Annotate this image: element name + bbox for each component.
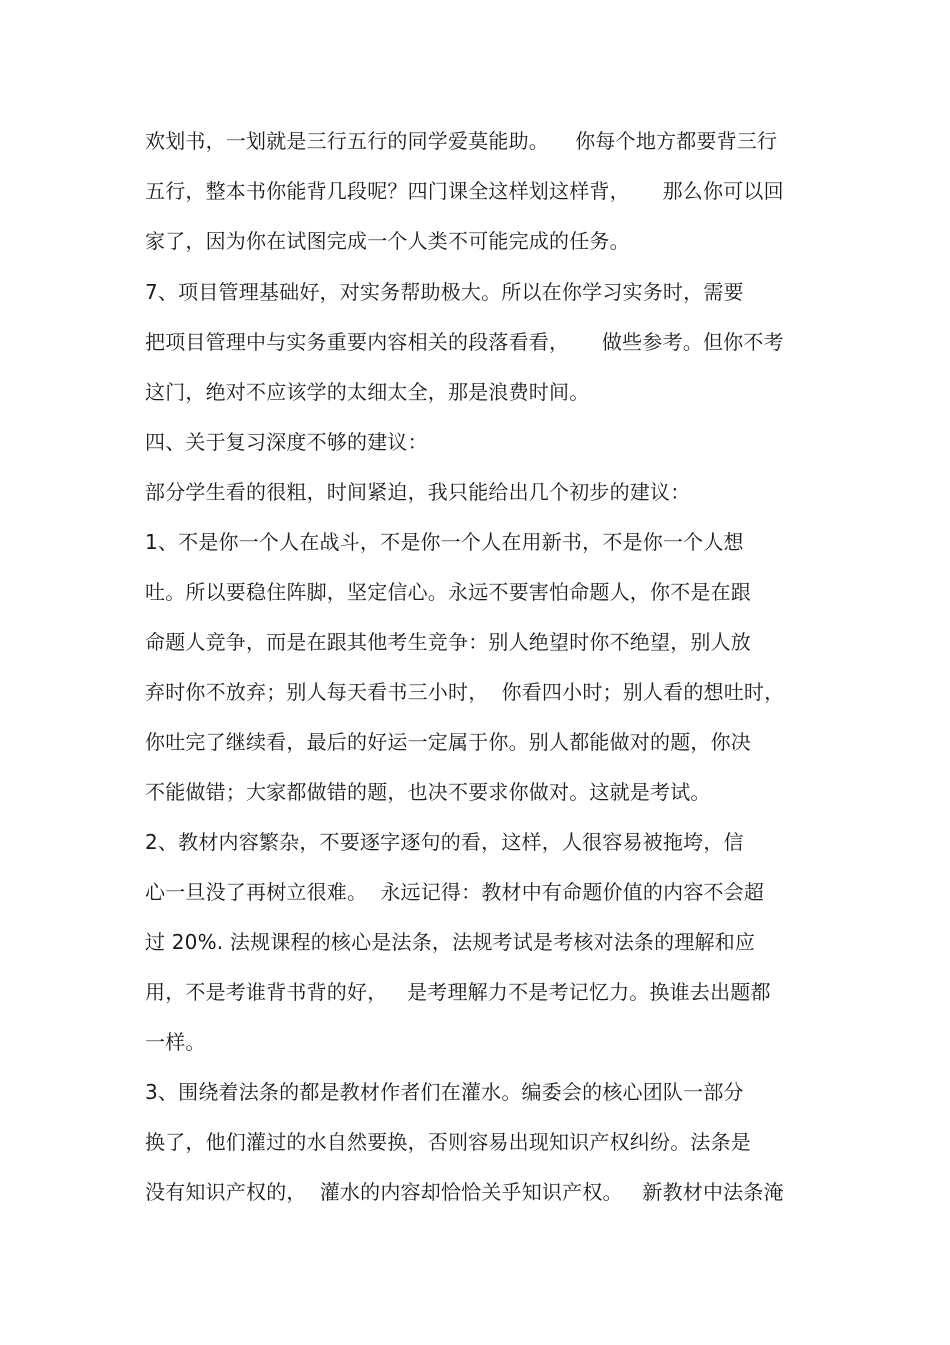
- text-line: 过 20%. 法规课程的核心是法条，法规考试是考核对法条的理解和应: [145, 930, 756, 954]
- text-line: 3、围绕着法条的都是教材作者们在灌水。编委会的核心团队一部分: [145, 1080, 744, 1104]
- text-line: 这门，绝对不应该学的太细太全，那是浪费时间。: [145, 380, 590, 404]
- text-line: 没有知识产权的， 灌水的内容却恰恰关乎知识产权。 新教材中法条淹: [145, 1180, 784, 1204]
- text-line: 欢划书，一划就是三行五行的同学爱莫能助。 你每个地方都要背三行: [145, 129, 778, 153]
- text-line: 部分学生看的很粗，时间紧迫，我只能给出几个初步的建议：: [145, 480, 691, 504]
- text-line: 7、项目管理基础好，对实务帮助极大。所以在你学习实务时，需要: [145, 280, 744, 304]
- section-heading: 四、关于复习深度不够的建议：: [145, 430, 428, 454]
- text-line: 换了，他们灌过的水自然要换，否则容易出现知识产权纠纷。法条是: [145, 1130, 751, 1154]
- text-line: 心一旦没了再树立很难。 永远记得：教材中有命题价值的内容不会超: [145, 880, 765, 904]
- text-line: 弃时你不放弃；别人每天看书三小时， 你看四小时；别人看的想吐时，: [145, 680, 785, 704]
- text-line: 命题人竞争，而是在跟其他考生竞争：别人绝望时你不绝望，别人放: [145, 630, 751, 654]
- text-line: 一样。: [145, 1030, 206, 1054]
- text-line: 把项目管理中与实务重要内容相关的段落看看， 做些参考。但你不考: [145, 330, 784, 354]
- text-line: 吐。所以要稳住阵脚，坚定信心。永远不要害怕命题人，你不是在跟: [145, 580, 751, 604]
- text-line: 1、不是你一个人在战斗，不是你一个人在用新书，不是你一个人想: [145, 530, 744, 554]
- text-line: 不能做错；大家都做错的题，也决不要求你做对。这就是考试。: [145, 780, 711, 804]
- text-line: 五行，整本书你能背几段呢？四门课全这样划这样背， 那么你可以回: [145, 179, 784, 203]
- text-line: 2、教材内容繁杂，不要逐字逐句的看，这样，人很容易被拖垮，信: [145, 830, 744, 854]
- text-line: 家了，因为你在试图完成一个人类不可能完成的任务。: [145, 229, 630, 253]
- text-line: 你吐完了继续看，最后的好运一定属于你。别人都能做对的题，你决: [145, 730, 751, 754]
- text-line: 用，不是考谁背书背的好， 是考理解力不是考记忆力。换谁去出题都: [145, 980, 771, 1004]
